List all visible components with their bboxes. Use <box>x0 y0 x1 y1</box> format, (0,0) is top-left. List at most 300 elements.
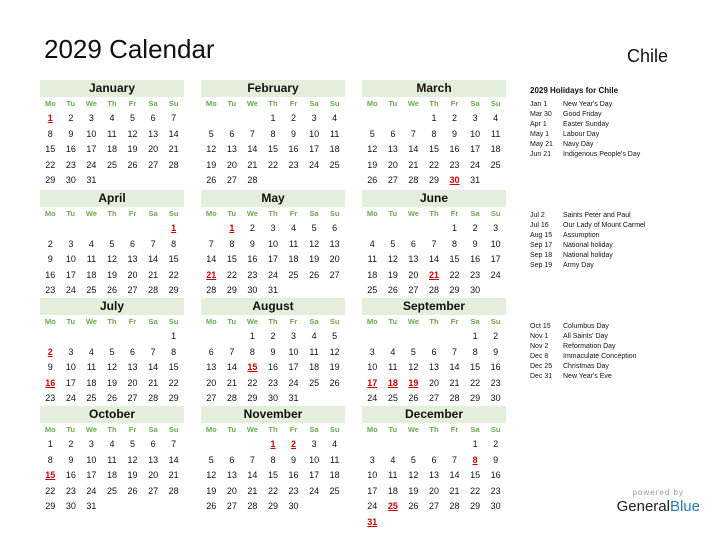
weekday-label: Th <box>107 317 117 326</box>
day: 16 <box>470 254 481 265</box>
empty-cell <box>403 221 424 237</box>
holiday-name: Assumption <box>563 231 600 239</box>
day: 9 <box>47 362 53 373</box>
day: 10 <box>309 454 320 465</box>
month-header: February <box>201 80 345 97</box>
weekday-label: Fr <box>450 425 459 434</box>
day: 13 <box>428 362 439 373</box>
day: 4 <box>369 238 375 249</box>
day: 4 <box>332 113 338 123</box>
day: 8 <box>229 238 235 249</box>
weekday-label: Fr <box>128 425 137 434</box>
weekday-label: Su <box>490 209 501 218</box>
day: 23 <box>45 285 56 296</box>
empty-cell <box>383 221 404 237</box>
day: 29 <box>470 393 481 404</box>
day: 28 <box>148 393 159 404</box>
day: 12 <box>387 254 398 265</box>
weekday-label: We <box>407 317 419 326</box>
day: 10 <box>288 346 299 357</box>
holiday-date: Nov 1 <box>530 332 549 340</box>
day: 10 <box>65 254 76 265</box>
day: 11 <box>107 128 117 139</box>
day: 16 <box>267 362 278 373</box>
day: 21 <box>247 159 258 170</box>
day: 27 <box>148 159 159 170</box>
empty-cell <box>242 111 263 127</box>
day: 13 <box>387 144 398 155</box>
day: 9 <box>291 128 297 139</box>
day: 29 <box>45 175 56 186</box>
weekday-label: Mo <box>205 99 217 108</box>
weekday-row <box>201 209 345 218</box>
month-header: October <box>40 406 184 423</box>
weekday-label: Mo <box>366 425 378 434</box>
empty-cell <box>61 221 82 237</box>
day: 26 <box>408 393 419 404</box>
day: 20 <box>428 377 439 388</box>
holiday-day: 19 <box>408 377 419 388</box>
day: 4 <box>332 439 338 449</box>
month-header: August <box>201 298 345 315</box>
holiday-date: May 21 <box>530 140 553 148</box>
empty-cell <box>383 437 404 453</box>
day: 16 <box>288 144 299 155</box>
day: 8 <box>47 454 53 465</box>
weekday-label: Th <box>268 209 278 218</box>
day: 28 <box>168 485 179 496</box>
empty-cell <box>143 221 164 237</box>
day: 5 <box>109 346 115 357</box>
weekday-row <box>362 99 506 108</box>
day: 18 <box>367 269 378 280</box>
month-header: January <box>40 80 184 97</box>
empty-cell <box>403 329 424 345</box>
day: 29 <box>168 285 179 296</box>
holiday-group <box>530 86 640 159</box>
empty-cell <box>81 329 102 345</box>
day: 10 <box>309 128 320 139</box>
day: 21 <box>449 485 460 496</box>
day: 2 <box>68 113 74 123</box>
day: 6 <box>208 346 214 357</box>
day: 7 <box>171 113 177 123</box>
day: 20 <box>408 269 419 280</box>
day: 22 <box>45 159 56 170</box>
day: 10 <box>490 238 501 249</box>
day: 18 <box>387 485 398 496</box>
weekday-label: Tu <box>227 425 237 434</box>
day: 2 <box>270 331 276 341</box>
day: 26 <box>206 175 217 186</box>
weekday-label: We <box>407 209 419 218</box>
empty-cell <box>122 329 143 345</box>
day: 24 <box>267 269 278 280</box>
weekday-label: Su <box>329 425 340 434</box>
day: 27 <box>127 393 138 404</box>
weekday-label: Su <box>168 317 179 326</box>
empty-cell <box>201 221 222 237</box>
weekday-row <box>201 317 345 326</box>
day: 3 <box>270 223 276 233</box>
weekday-label: Su <box>329 99 340 108</box>
day: 8 <box>249 346 255 357</box>
day: 9 <box>68 454 74 465</box>
day: 12 <box>309 238 320 249</box>
holiday-day: 21 <box>428 269 439 280</box>
day: 28 <box>148 285 159 296</box>
holiday-date: Dec 31 <box>530 372 553 380</box>
weekday-row <box>40 317 184 326</box>
day: 4 <box>88 346 94 357</box>
weekday-label: Su <box>168 209 179 218</box>
day: 7 <box>150 346 156 357</box>
day: 13 <box>148 454 159 465</box>
weekday-label: Sa <box>470 317 480 326</box>
holiday-name: Good Friday <box>563 110 602 118</box>
day: 24 <box>86 485 97 496</box>
day: 13 <box>127 362 138 373</box>
day: 18 <box>106 144 117 155</box>
holiday-date: Nov 2 <box>530 342 549 350</box>
holiday-row <box>530 231 645 241</box>
weekday-label: Su <box>329 317 340 326</box>
day: 3 <box>472 113 478 123</box>
day: 7 <box>249 454 255 465</box>
day: 8 <box>270 128 276 139</box>
day: 27 <box>127 285 138 296</box>
day: 14 <box>148 362 159 373</box>
day: 26 <box>408 501 419 512</box>
day: 30 <box>65 175 76 186</box>
day: 28 <box>226 393 237 404</box>
day: 17 <box>470 144 481 155</box>
weekday-row <box>362 209 506 218</box>
day: 17 <box>65 269 76 280</box>
day: 22 <box>470 485 481 496</box>
day: 19 <box>387 269 398 280</box>
day: 9 <box>493 454 499 465</box>
day: 17 <box>288 362 299 373</box>
day: 25 <box>490 159 501 170</box>
day: 27 <box>428 501 439 512</box>
month-may <box>201 190 345 299</box>
day: 23 <box>490 377 501 388</box>
day: 20 <box>148 470 159 481</box>
empty-cell <box>444 329 465 345</box>
month-february <box>201 80 345 189</box>
day: 18 <box>490 144 501 155</box>
weekday-label: Tu <box>388 425 398 434</box>
empty-cell <box>222 329 243 345</box>
day: 14 <box>226 362 237 373</box>
empty-cell <box>201 437 222 453</box>
holiday-row <box>530 352 637 362</box>
day: 9 <box>472 238 478 249</box>
weekday-row <box>362 317 506 326</box>
holiday-name: Saints Peter and Paul <box>563 212 631 219</box>
weekday-label: Sa <box>309 209 319 218</box>
day: 12 <box>206 144 217 155</box>
day: 9 <box>452 128 458 139</box>
holiday-name: Our Lady of Mount Carmel <box>563 221 646 229</box>
weekday-label: Tu <box>66 99 76 108</box>
weekday-label: We <box>246 317 258 326</box>
weekday-label: Th <box>107 209 117 218</box>
day: 23 <box>65 485 76 496</box>
holiday-day: 17 <box>367 377 378 388</box>
holiday-day: 31 <box>367 516 378 527</box>
day: 7 <box>229 346 235 357</box>
day: 20 <box>206 377 217 388</box>
day: 5 <box>410 346 416 357</box>
day: 24 <box>367 393 378 404</box>
weekday-label: Mo <box>205 209 217 218</box>
holiday-row <box>530 362 637 372</box>
day: 19 <box>309 254 320 265</box>
day: 31 <box>470 175 481 186</box>
weekday-label: Tu <box>227 99 237 108</box>
day: 20 <box>127 269 138 280</box>
day: 27 <box>148 485 159 496</box>
holiday-name: Christmas Day <box>563 362 609 370</box>
weekday-label: Sa <box>470 99 480 108</box>
weekday-label: Fr <box>450 99 459 108</box>
day: 31 <box>86 501 97 512</box>
day: 22 <box>449 269 460 280</box>
weekday-label: Tu <box>227 209 237 218</box>
month-january <box>40 80 184 189</box>
month-header: March <box>362 80 506 97</box>
empty-cell <box>383 111 404 127</box>
day: 11 <box>329 454 340 465</box>
day: 27 <box>226 501 237 512</box>
day: 2 <box>472 223 478 233</box>
day-grid <box>362 437 506 531</box>
holiday-row <box>530 130 640 140</box>
day: 19 <box>206 485 217 496</box>
month-header: December <box>362 406 506 423</box>
day: 29 <box>45 501 56 512</box>
day: 13 <box>428 470 439 481</box>
day-grid <box>201 111 345 189</box>
day: 27 <box>226 175 237 186</box>
day: 31 <box>267 285 278 296</box>
weekday-label: Fr <box>128 99 137 108</box>
day: 6 <box>410 238 416 249</box>
day: 3 <box>68 346 74 357</box>
day: 4 <box>88 238 94 249</box>
holiday-row <box>530 332 637 342</box>
day: 29 <box>168 393 179 404</box>
day: 12 <box>408 470 419 481</box>
empty-cell <box>40 221 61 237</box>
weekday-label: Sa <box>148 425 158 434</box>
day: 30 <box>65 501 76 512</box>
weekday-label: Fr <box>289 425 298 434</box>
day: 1 <box>47 439 53 449</box>
holiday-name: All Saints' Day <box>563 332 608 340</box>
day: 26 <box>106 285 117 296</box>
day: 5 <box>332 331 338 341</box>
day: 28 <box>408 175 419 186</box>
empty-cell <box>362 437 383 453</box>
weekday-label: Su <box>329 209 340 218</box>
holiday-date: Oct 15 <box>530 323 551 330</box>
day: 25 <box>86 393 97 404</box>
day: 28 <box>449 501 460 512</box>
day: 25 <box>86 285 97 296</box>
day: 28 <box>206 285 217 296</box>
holiday-name: Indigenous People's Day <box>563 150 641 158</box>
day: 1 <box>270 113 276 123</box>
holiday-name: National holiday <box>563 251 613 259</box>
holiday-day: 2 <box>291 439 297 449</box>
day: 19 <box>127 470 138 481</box>
holiday-name: Army Day <box>563 261 594 269</box>
holiday-name: New Year's Day <box>563 101 613 108</box>
day: 9 <box>249 238 255 249</box>
day: 17 <box>309 144 320 155</box>
day: 21 <box>168 470 179 481</box>
day: 11 <box>388 362 398 373</box>
day: 1 <box>431 113 437 123</box>
empty-cell <box>61 329 82 345</box>
day: 20 <box>148 144 159 155</box>
day: 17 <box>309 470 320 481</box>
day: 23 <box>247 269 258 280</box>
day: 17 <box>367 485 378 496</box>
day: 19 <box>127 144 138 155</box>
holiday-date: Sep 19 <box>530 261 553 269</box>
day: 12 <box>367 144 378 155</box>
day: 16 <box>247 254 258 265</box>
day: 28 <box>168 159 179 170</box>
day: 2 <box>47 238 53 249</box>
day-grid <box>362 221 506 299</box>
day: 2 <box>249 223 255 233</box>
day: 22 <box>267 159 278 170</box>
day: 17 <box>65 377 76 388</box>
day: 31 <box>86 175 97 186</box>
day: 6 <box>229 128 235 139</box>
holiday-row <box>530 372 637 382</box>
day: 26 <box>127 159 138 170</box>
day: 29 <box>267 501 278 512</box>
empty-cell <box>242 437 263 453</box>
day: 25 <box>288 269 299 280</box>
weekday-row <box>40 209 184 218</box>
day: 8 <box>171 238 177 249</box>
weekday-label: Fr <box>450 317 459 326</box>
day: 3 <box>493 223 499 233</box>
day: 15 <box>267 144 278 155</box>
day: 28 <box>247 175 258 186</box>
day: 14 <box>247 144 258 155</box>
day: 16 <box>65 144 76 155</box>
day: 30 <box>267 393 278 404</box>
day: 22 <box>470 377 481 388</box>
day: 14 <box>449 362 460 373</box>
holiday-day: 1 <box>171 223 177 233</box>
weekday-label: We <box>85 317 97 326</box>
weekday-label: Th <box>268 425 278 434</box>
weekday-label: Mo <box>44 317 56 326</box>
day: 22 <box>168 377 179 388</box>
weekday-label: Tu <box>388 99 398 108</box>
holiday-row <box>530 140 640 150</box>
month-december <box>362 406 506 531</box>
holiday-row <box>530 322 637 332</box>
weekday-label: Su <box>490 317 501 326</box>
day: 3 <box>291 331 297 341</box>
day: 13 <box>148 128 159 139</box>
month-header: June <box>362 190 506 207</box>
day: 7 <box>410 128 416 139</box>
day: 15 <box>428 144 439 155</box>
day: 25 <box>329 159 340 170</box>
holiday-day: 25 <box>387 501 398 512</box>
day: 8 <box>47 128 53 139</box>
empty-cell <box>403 111 424 127</box>
day: 3 <box>311 113 317 123</box>
day: 12 <box>329 346 340 357</box>
day: 23 <box>45 393 56 404</box>
day: 16 <box>288 470 299 481</box>
day: 20 <box>226 485 237 496</box>
empty-cell <box>222 437 243 453</box>
holiday-date: Mar 30 <box>530 110 552 118</box>
weekday-label: Th <box>268 99 278 108</box>
day: 15 <box>226 254 237 265</box>
day: 1 <box>452 223 458 233</box>
day-grid <box>40 111 184 189</box>
day: 29 <box>470 501 481 512</box>
day: 26 <box>329 377 340 388</box>
weekday-label: Th <box>429 99 439 108</box>
day: 1 <box>171 331 177 341</box>
country-label: Chile <box>626 46 668 66</box>
empty-cell <box>201 111 222 127</box>
empty-cell <box>222 111 243 127</box>
month-header: September <box>362 298 506 315</box>
day: 26 <box>106 393 117 404</box>
day: 2 <box>493 439 499 449</box>
day: 10 <box>367 470 378 481</box>
weekday-label: Su <box>168 99 179 108</box>
day: 21 <box>168 144 179 155</box>
day: 7 <box>452 454 458 465</box>
day-grid <box>201 329 345 407</box>
day: 5 <box>208 128 214 139</box>
holiday-date: Jul 16 <box>530 221 549 229</box>
holiday-name: National holiday <box>563 241 613 249</box>
holiday-date: Jun 21 <box>530 150 552 158</box>
holiday-name: Reformation Day <box>563 342 616 350</box>
weekday-label: We <box>85 425 97 434</box>
weekday-label: Mo <box>366 99 378 108</box>
empty-cell <box>383 329 404 345</box>
day: 5 <box>390 238 396 249</box>
empty-cell <box>102 329 123 345</box>
holiday-row <box>530 110 640 120</box>
day: 7 <box>208 238 214 249</box>
day: 4 <box>390 346 396 357</box>
weekday-label: Fr <box>289 209 298 218</box>
month-header: May <box>201 190 345 207</box>
day: 22 <box>45 485 56 496</box>
holiday-list-title: 2029 Holidays for Chile <box>530 86 619 95</box>
